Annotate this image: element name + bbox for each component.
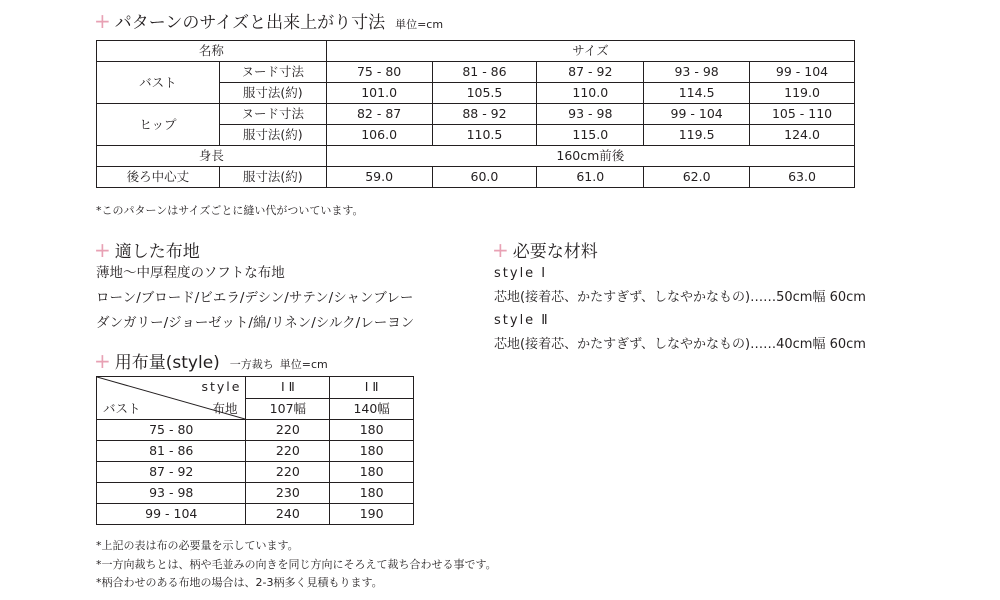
plus-icon: + xyxy=(492,238,509,262)
table-cell: 63.0 xyxy=(750,167,855,188)
table-cell: 81 - 86 xyxy=(432,62,537,83)
table-cell: 230 xyxy=(246,483,330,504)
row-size: 75 - 80 xyxy=(97,420,246,441)
col2-style: Ⅰ Ⅱ xyxy=(330,377,414,399)
table-cell: 105 - 110 xyxy=(750,104,855,125)
table-row xyxy=(97,62,855,83)
yardage-notes xyxy=(96,537,497,593)
materials-section-title: 必要な材料 xyxy=(512,242,598,262)
back-length-label: 後ろ中心丈 xyxy=(97,167,220,188)
plus-icon: + xyxy=(94,9,111,33)
table-cell: 93 - 98 xyxy=(537,104,644,125)
yardage-table xyxy=(96,376,414,525)
header-size: サイズ xyxy=(326,41,854,62)
yardage-cut: 一方裁ち xyxy=(229,358,274,371)
table-row xyxy=(97,41,855,62)
table-cell: 93 - 98 xyxy=(644,62,750,83)
col1-style: Ⅰ Ⅱ xyxy=(246,377,330,399)
table-cell: 180 xyxy=(330,462,414,483)
yardage-note: *一方向裁ちとは、柄や毛並みの向きを同じ方向にそろえて裁ち合わせる事です。 xyxy=(96,557,497,571)
table-cell: 240 xyxy=(246,504,330,525)
table-cell: 62.0 xyxy=(644,167,750,188)
yardage-diagonal-header xyxy=(97,377,246,420)
fabric-line: 薄地〜中厚程度のソフトな布地 xyxy=(96,265,285,281)
header-fabric-label: 布地 xyxy=(212,401,238,416)
height-value: 160cm前後 xyxy=(326,146,854,167)
size-unit: 単位=cm xyxy=(395,18,444,31)
plus-icon: + xyxy=(94,349,111,373)
table-cell: 88 - 92 xyxy=(432,104,537,125)
row-size: 87 - 92 xyxy=(97,462,246,483)
bust-garment-label: 服寸法(約) xyxy=(219,83,326,104)
table-row xyxy=(97,483,414,504)
yardage-section-heading xyxy=(94,348,328,373)
plus-icon: + xyxy=(94,238,111,262)
height-label: 身長 xyxy=(97,146,327,167)
material-text: 芯地(接着芯、かたすぎず、しなやかなもの)……50cm幅 60cm xyxy=(494,289,866,305)
fabric-list xyxy=(96,261,414,336)
table-cell: 82 - 87 xyxy=(326,104,432,125)
table-cell: 99 - 104 xyxy=(750,62,855,83)
table-row xyxy=(97,167,855,188)
table-cell: 220 xyxy=(246,420,330,441)
table-cell: 114.5 xyxy=(644,83,750,104)
table-cell: 190 xyxy=(330,504,414,525)
header-name: 名称 xyxy=(97,41,327,62)
table-row xyxy=(97,420,414,441)
col2-width: 140幅 xyxy=(330,398,414,420)
table-cell: 119.5 xyxy=(644,125,750,146)
size-section-title: パターンのサイズと出来上がり寸法 xyxy=(114,13,386,33)
material-style-label: style Ⅰ xyxy=(494,266,548,281)
col1-width: 107幅 xyxy=(246,398,330,420)
table-cell: 61.0 xyxy=(537,167,644,188)
table-cell: 59.0 xyxy=(326,167,432,188)
hip-label: ヒップ xyxy=(97,104,220,146)
table-cell: 101.0 xyxy=(326,83,432,104)
row-size: 99 - 104 xyxy=(97,504,246,525)
table-row xyxy=(97,441,414,462)
yardage-unit: 単位=cm xyxy=(279,358,328,371)
table-cell: 99 - 104 xyxy=(644,104,750,125)
fabric-section-title: 適した布地 xyxy=(114,242,200,262)
fabric-section-heading xyxy=(94,237,200,262)
table-row xyxy=(97,377,414,399)
hip-nude-label: ヌード寸法 xyxy=(219,104,326,125)
table-cell: 75 - 80 xyxy=(326,62,432,83)
table-cell: 180 xyxy=(330,483,414,504)
material-style-label: style Ⅱ xyxy=(494,313,550,328)
row-size: 93 - 98 xyxy=(97,483,246,504)
hip-garment-label: 服寸法(約) xyxy=(219,125,326,146)
yardage-note: *上記の表は布の必要量を示しています。 xyxy=(96,539,299,552)
table-row xyxy=(97,462,414,483)
table-cell: 87 - 92 xyxy=(537,62,644,83)
table-cell: 124.0 xyxy=(750,125,855,146)
table-cell: 115.0 xyxy=(537,125,644,146)
table-cell: 105.5 xyxy=(432,83,537,104)
yardage-section-title: 用布量(style) xyxy=(114,353,220,373)
table-row xyxy=(97,504,414,525)
bust-label: バスト xyxy=(97,62,220,104)
size-table xyxy=(96,40,855,188)
yardage-note: *柄合わせのある布地の場合は、2-3柄多く見積もります。 xyxy=(96,576,383,589)
materials-list xyxy=(494,262,866,356)
table-cell: 180 xyxy=(330,441,414,462)
table-cell: 106.0 xyxy=(326,125,432,146)
table-cell: 220 xyxy=(246,441,330,462)
table-cell: 110.5 xyxy=(432,125,537,146)
fabric-line: ダンガリー/ジョーゼット/綿/リネン/シルク/レーヨン xyxy=(96,315,415,331)
header-bust-label: バスト xyxy=(103,401,141,416)
row-size: 81 - 86 xyxy=(97,441,246,462)
size-note: *このパターンはサイズごとに縫い代がついています。 xyxy=(96,204,364,217)
table-cell: 220 xyxy=(246,462,330,483)
fabric-line: ローン/ブロード/ビエラ/デシン/サテン/シャンブレー xyxy=(96,290,414,306)
table-cell: 110.0 xyxy=(537,83,644,104)
bust-nude-label: ヌード寸法 xyxy=(219,62,326,83)
material-text: 芯地(接着芯、かたすぎず、しなやかなもの)……40cm幅 60cm xyxy=(494,336,866,352)
table-row xyxy=(97,146,855,167)
header-style-label: style xyxy=(201,379,242,394)
table-cell: 60.0 xyxy=(432,167,537,188)
table-cell: 180 xyxy=(330,420,414,441)
table-cell: 119.0 xyxy=(750,83,855,104)
materials-section-heading xyxy=(492,237,598,262)
table-row xyxy=(97,104,855,125)
back-length-garment-label: 服寸法(約) xyxy=(219,167,326,188)
size-section-heading xyxy=(94,8,443,33)
